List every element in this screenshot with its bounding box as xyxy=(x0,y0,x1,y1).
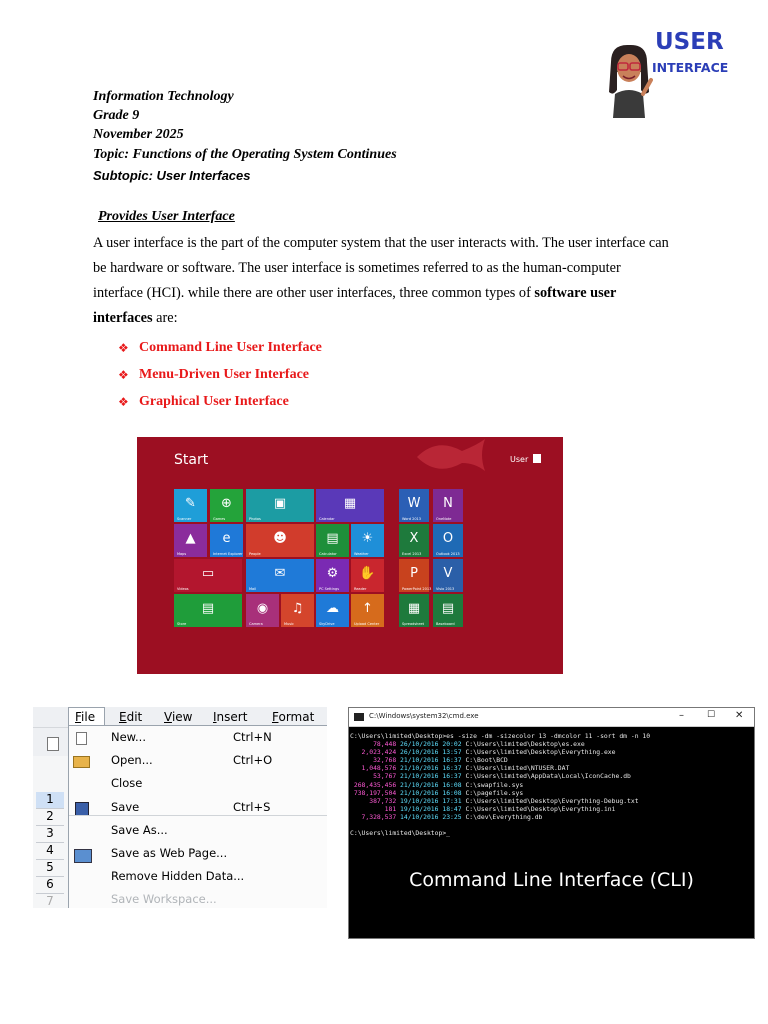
tile-label: Internet Explorer xyxy=(213,552,243,556)
tile-icon: e xyxy=(222,531,231,546)
list-item xyxy=(118,334,322,361)
grade-line: Grade 9 xyxy=(93,108,140,123)
cli-date: 26/10/2016 13:57 xyxy=(400,748,466,757)
cli-path: C:\Users\limited\AppData\Local\IconCache.db xyxy=(465,772,631,781)
row-header[interactable]: 6 xyxy=(36,877,64,894)
fish-decoration-icon xyxy=(407,437,487,477)
app-tile[interactable] xyxy=(399,594,429,627)
cli-date: 19/10/2016 17:31 xyxy=(400,796,466,805)
app-tile[interactable] xyxy=(399,559,432,592)
tile-label: PC Settings xyxy=(319,587,340,591)
menu-separator xyxy=(69,815,327,816)
minimize-icon[interactable]: – xyxy=(679,710,684,721)
body-paragraph xyxy=(93,231,673,331)
accel-key: E xyxy=(119,710,127,724)
app-tile[interactable] xyxy=(351,524,384,557)
tile-icon: O xyxy=(442,531,454,546)
cli-date: 21/10/2016 16:08 xyxy=(400,788,466,797)
row-header[interactable]: 7 xyxy=(36,894,64,908)
tile-icon: X xyxy=(409,531,419,546)
cli-date: 19/10/2016 18:47 xyxy=(400,804,466,813)
app-tile[interactable] xyxy=(433,559,463,592)
menu-item-save-web-page[interactable]: Save as Web Page... xyxy=(111,846,228,860)
tile-icon: ▦ xyxy=(407,601,421,616)
cli-path: C:\swapfile.sys xyxy=(465,780,524,789)
app-tile[interactable] xyxy=(316,594,349,627)
tile-label: Music xyxy=(284,622,294,626)
cli-date: 21/10/2016 16:37 xyxy=(400,764,466,773)
cli-size: 268,435,456 xyxy=(350,780,401,789)
tile-label: Spreadsheet xyxy=(402,622,425,626)
tile-icon: ▤ xyxy=(326,531,339,546)
cli-date: 21/10/2016 16:37 xyxy=(400,756,466,765)
subtopic-line: Subtopic: User Interfaces xyxy=(93,168,251,183)
cli-path: C:\Users\limited\Desktop\Everything.ini xyxy=(465,804,616,813)
cli-window-title: C:\Windows\system32\cmd.exe xyxy=(369,712,479,720)
folder-open-icon xyxy=(73,756,90,768)
tile-icon: ☀ xyxy=(361,531,374,546)
shortcut-save: Ctrl+S xyxy=(233,800,271,814)
menu-label: dit xyxy=(126,710,143,724)
tile-icon: W xyxy=(407,496,421,511)
subject-line: Information Technology xyxy=(93,89,234,104)
tile-icon: ♫ xyxy=(291,601,304,616)
tile-label: Outlook 2013 xyxy=(436,552,460,556)
app-tile[interactable] xyxy=(316,489,384,522)
app-tile[interactable] xyxy=(316,524,349,557)
menu-format[interactable] xyxy=(272,710,314,724)
menu-label: iew xyxy=(171,710,193,724)
tile-label: Excel 2013 xyxy=(402,552,422,556)
cli-size: 7,328,537 xyxy=(350,812,401,821)
avatar-illustration xyxy=(605,42,653,118)
tile-icon: ⊕ xyxy=(221,496,232,511)
tile-icon: N xyxy=(443,496,453,511)
para-bold: software user interfaces xyxy=(93,285,617,326)
cli-command: C:\Users\limited\Desktop>es -size -dm -sizecolor 13 -dmcolor 11 -sort dm -n 10 xyxy=(350,732,651,740)
tile-icon: ▤ xyxy=(441,601,455,616)
list-item-label: Graphical User Interface xyxy=(139,393,289,409)
web-page-icon xyxy=(74,849,92,863)
start-screen-image xyxy=(137,437,563,674)
ui-types-list xyxy=(118,334,322,415)
app-tile[interactable] xyxy=(399,489,429,522)
cli-size: 2,023,424 xyxy=(350,748,401,757)
tile-icon: ▦ xyxy=(343,496,357,511)
save-icon xyxy=(75,802,89,816)
para-end: are: xyxy=(152,310,178,326)
tile-label: Maps xyxy=(177,552,187,556)
menu-item-new[interactable]: New... xyxy=(111,730,146,744)
menu-item-open[interactable]: Open... xyxy=(111,753,153,767)
tile-label: PowerPoint 2013 xyxy=(402,587,432,591)
list-item-label: Menu-Driven User Interface xyxy=(139,366,310,382)
app-tile[interactable] xyxy=(316,559,349,592)
app-tile[interactable] xyxy=(246,524,314,557)
user-avatar-icon xyxy=(533,454,541,463)
tile-icon: ▤ xyxy=(201,601,215,616)
cli-date: 26/10/2016 20:02 xyxy=(400,740,466,749)
accel-key: V xyxy=(164,710,172,724)
tile-label: Calendar xyxy=(319,517,335,521)
cli-path: C:\Users\limited\Desktop\Everything-Debug.txt xyxy=(465,796,639,805)
tile-icon: ◉ xyxy=(256,601,269,616)
section-heading: Provides User Interface xyxy=(98,209,235,224)
tile-label: Baseboard xyxy=(436,622,455,626)
shortcut-new: Ctrl+N xyxy=(233,730,272,744)
diamond-bullet-icon: ❖ xyxy=(118,340,129,355)
tile-icon: ☁ xyxy=(326,601,339,616)
tile-label: SkyDrive xyxy=(319,622,335,626)
tile-icon: ▭ xyxy=(201,566,215,581)
tile-label: Videos xyxy=(177,587,189,591)
list-item xyxy=(118,361,322,388)
date-line: November 2025 xyxy=(93,127,184,142)
diamond-bullet-icon: ❖ xyxy=(118,367,129,382)
tile-label: Word 2013 xyxy=(402,517,422,521)
shortcut-open: Ctrl+O xyxy=(233,753,273,767)
app-tile[interactable] xyxy=(433,489,463,522)
logo-subtitle: INTERFACE xyxy=(652,60,729,75)
cmd-icon xyxy=(354,713,364,721)
app-tile[interactable] xyxy=(174,489,207,522)
app-tile[interactable] xyxy=(246,559,314,592)
new-icon xyxy=(76,732,87,745)
list-item-label: Command Line User Interface xyxy=(139,339,322,355)
tile-icon: ✋ xyxy=(359,566,376,581)
menu-file[interactable] xyxy=(75,710,95,724)
app-tile[interactable] xyxy=(281,594,314,627)
para-text: A user interface is the part of the computer system that the user interacts with. The user interface can be hardware or software. The user interface is sometimes referred to as the human-computer interface (HCI). while there are other user interfaces, three common types of xyxy=(93,235,669,301)
menu-item-remove-hidden-data[interactable]: Remove Hidden Data... xyxy=(111,869,245,883)
row-header[interactable]: 1 xyxy=(36,792,64,809)
app-tile[interactable] xyxy=(174,594,242,627)
cli-path: C:\Users\limited\NTUSER.DAT xyxy=(465,764,570,773)
app-tile[interactable] xyxy=(351,559,384,592)
tile-label: Visio 2013 xyxy=(436,587,455,591)
cli-date: 21/10/2016 16:08 xyxy=(400,780,466,789)
tile-label: Games xyxy=(213,517,226,521)
tile-icon: ⚙ xyxy=(326,566,339,581)
cli-size: 181 xyxy=(350,804,401,813)
user-label: User xyxy=(510,455,529,464)
app-tile[interactable] xyxy=(246,594,279,627)
row-header[interactable]: 5 xyxy=(36,860,64,877)
cli-caption: Command Line Interface (CLI) xyxy=(409,869,694,891)
file-dropdown-menu xyxy=(68,725,327,908)
cli-size: 53,767 xyxy=(350,772,401,781)
cli-size: 78,448 xyxy=(350,740,401,749)
menu-label: ile xyxy=(81,710,96,724)
menu-item-save-workspace[interactable]: Save Workspace... xyxy=(111,892,217,906)
cli-image xyxy=(348,707,755,939)
cli-date: 14/10/2016 23:25 xyxy=(400,812,466,821)
tile-label: OneNote xyxy=(436,517,452,521)
cli-path: C:\dev\Everything.db xyxy=(465,812,543,821)
app-tile[interactable] xyxy=(351,594,384,627)
maximize-icon[interactable]: ☐ xyxy=(707,710,716,720)
cli-size: 738,197,504 xyxy=(350,788,401,797)
cli-path: C:\Users\limited\Desktop\Everything.exe xyxy=(465,748,616,757)
tile-label: Camera xyxy=(249,622,263,626)
tile-icon: ▲ xyxy=(185,531,196,546)
cli-output xyxy=(350,732,650,837)
cli-size: 32,768 xyxy=(350,756,401,765)
menu-item-save-as[interactable]: Save As... xyxy=(111,823,168,837)
menu-insert[interactable] xyxy=(213,710,247,724)
tile-label: Weather xyxy=(354,552,369,556)
app-tile[interactable] xyxy=(174,524,207,557)
diamond-bullet-icon: ❖ xyxy=(118,394,129,409)
tile-label: Upload Center xyxy=(354,622,380,626)
tile-label: Calculator xyxy=(319,552,337,556)
app-tile[interactable] xyxy=(433,524,463,557)
accel-key: F xyxy=(272,710,279,724)
cli-size: 1,048,576 xyxy=(350,764,401,773)
tile-icon: ▣ xyxy=(273,496,287,511)
cli-size: 387,732 xyxy=(350,796,401,805)
cli-path: C:\pagefile.sys xyxy=(465,788,524,797)
app-tile[interactable] xyxy=(399,524,429,557)
new-document-icon[interactable] xyxy=(47,737,59,751)
tile-label: People xyxy=(249,552,261,556)
app-tile[interactable] xyxy=(246,489,314,522)
tile-label: Mail xyxy=(249,587,257,591)
cli-path: C:\Users\limited\Desktop\es.exe xyxy=(465,740,585,749)
row-header[interactable]: 3 xyxy=(36,826,64,843)
tile-label: Reader xyxy=(354,587,367,591)
app-tile[interactable] xyxy=(174,559,242,592)
tile-icon: ✎ xyxy=(185,496,196,511)
cli-prompt: C:\Users\limited\Desktop>_ xyxy=(350,829,451,838)
list-item xyxy=(118,388,322,415)
tile-icon: P xyxy=(410,566,418,581)
menu-view[interactable] xyxy=(164,710,192,724)
tile-label: Scanner xyxy=(177,517,192,521)
row-header[interactable]: 4 xyxy=(36,843,64,860)
app-tile[interactable] xyxy=(210,489,243,522)
accel-key: F xyxy=(75,710,82,724)
start-title: Start xyxy=(174,452,209,468)
accel-key: I xyxy=(213,710,217,724)
app-tile[interactable] xyxy=(433,594,463,627)
close-icon[interactable]: ✕ xyxy=(735,710,744,721)
menu-edit[interactable] xyxy=(119,710,142,724)
cli-titlebar xyxy=(349,708,754,727)
cli-date: 21/10/2016 16:37 xyxy=(400,772,466,781)
tile-icon: ↑ xyxy=(362,601,373,616)
tile-label: Store xyxy=(177,622,187,626)
tile-icon: ✉ xyxy=(274,566,286,581)
cli-path: C:\Boot\BCD xyxy=(465,756,508,765)
app-tile[interactable] xyxy=(210,524,243,557)
logo-title: USER xyxy=(655,29,724,55)
menu-item-close[interactable]: Close xyxy=(111,776,143,790)
tile-label: Photos xyxy=(249,517,261,521)
row-header[interactable]: 2 xyxy=(36,809,64,826)
menu-driven-image xyxy=(33,707,327,908)
tile-icon: ☻ xyxy=(273,531,287,546)
tile-icon: V xyxy=(443,566,453,581)
menu-label: nsert xyxy=(216,710,248,724)
menu-label: ormat xyxy=(278,710,315,724)
menu-item-save[interactable]: Save xyxy=(111,800,140,814)
topic-line: Topic: Functions of the Operating System Continues xyxy=(93,147,397,162)
